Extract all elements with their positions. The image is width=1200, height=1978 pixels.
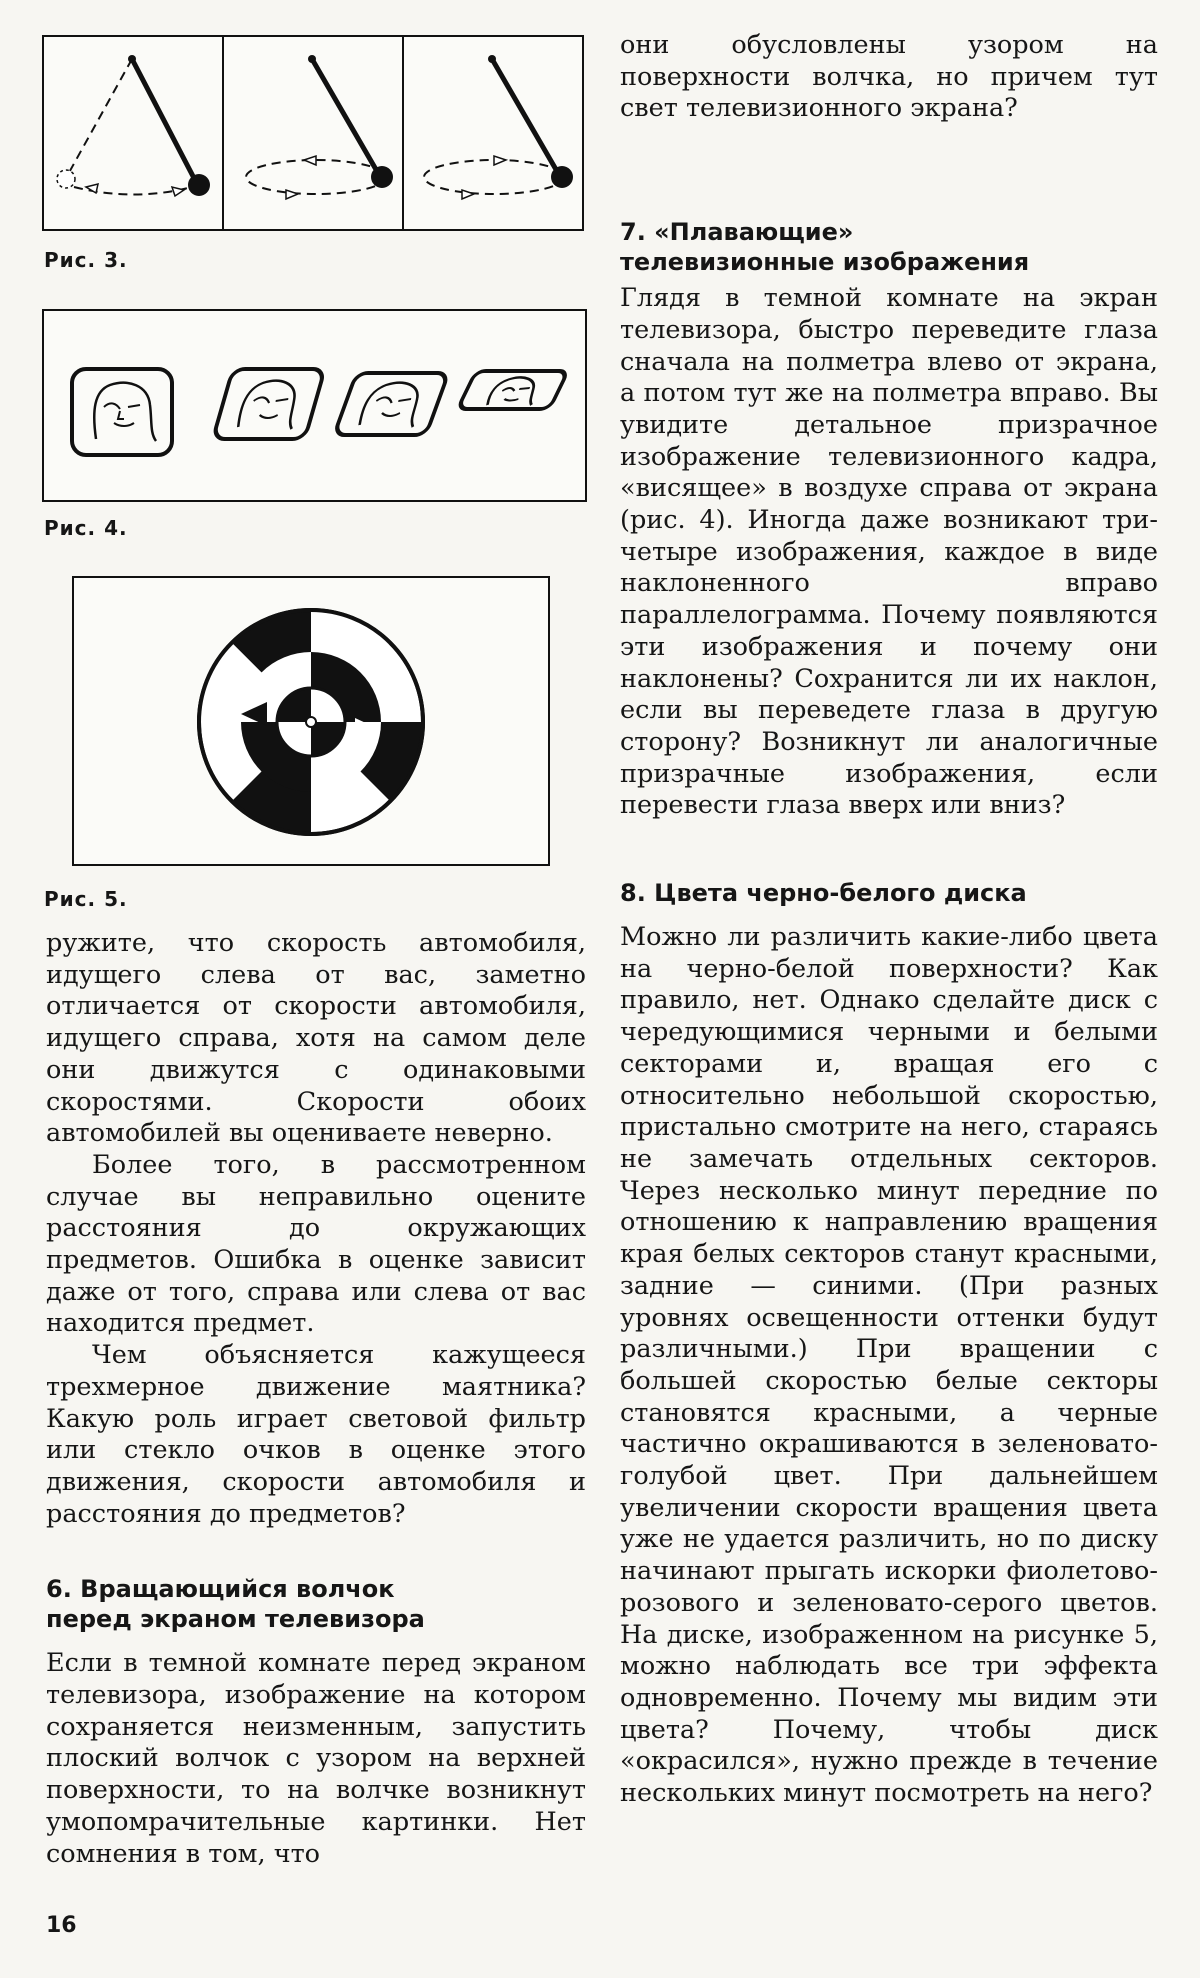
tv-frame-upright [72, 369, 172, 455]
section-7-heading [620, 217, 1158, 277]
section-6-text: Если в темной комнате перед экраном телевизора, изображение на котором сохраняется неизменным, запустить плоский волчок с узором на верхней поверхности, то на волчке возникнут умопомрачительные картинки. Нет сомнения в том, что [46, 1648, 586, 1869]
section-7-heading-line2: телевизионные изображения [620, 248, 1030, 277]
figure-4-caption: Рис. 4. [44, 516, 128, 540]
paragraph-pendulum-question: Чем объясняется кажущееся трехмерное движение маятника? Какую роль играет световой фильтр или стекло очков в оценке этого движения, скорости автомобиля и расстояния до предметов? [46, 1340, 586, 1529]
tv-ghost-2 [334, 373, 449, 435]
section-6-heading-line2: перед экраном телевизора [46, 1605, 425, 1634]
figure-5-disk [72, 576, 550, 866]
pendulum-panel-2 [246, 55, 393, 199]
section-7-heading-line1: 7. «Плавающие» [620, 218, 854, 247]
paragraph-continuation: они обусловлены узором на поверхности волчка, но причем тут свет телевизионного экрана? [620, 30, 1158, 124]
section-6-heading-line1: 6. Вращающийся волчок [46, 1575, 395, 1604]
paragraph-distance-error: Более того, в рассмотренном случае вы неправильно оцените расстояния до окружающих предметов. Ошибка в оценке зависит даже от того, справа или слева от вас находится предмет. [46, 1149, 586, 1339]
page-number: 16 [46, 1913, 77, 1938]
right-column [620, 30, 1158, 1810]
figure-5-caption: Рис. 5. [44, 887, 128, 911]
tv-ghost-3 [458, 371, 569, 409]
ghost-images-diagram [44, 311, 585, 500]
figure-4-ghost-images [42, 309, 587, 502]
section-8-heading: 8. Цвета черно-белого диска [620, 879, 1027, 908]
bw-disk [199, 610, 423, 834]
section-6-heading [46, 1574, 586, 1634]
pendulum-panel-3 [424, 55, 573, 199]
section-8-text: Можно ли различить какие-либо цвета на черно-белой поверхности? Как правило, нет. Однако сделайте диск с чередующимися черными и белыми секторами и, вращая его с относительно небольшой скоростью, пристально смотрите на него, стараясь не замечать отдельных секторов. Через несколько минут передние по отношению к направлению вращения края белых секторов станут красными, задние — синими. (При разных уровнях освещенности оттенки будут различными.) При вращении с большей скоростью белые секторы становятся красными, а черные частично окрашиваются в зеленовато-голубой цвет. При дальнейшем увеличении скорости вращения цвета уже не удается различить, но по диску начинают прыгать искорки фиолетово-розового и зеленовато-серого цветов. На диске, изображенном на рисунке 5, можно наблюдать все три эффекта одновременно. Почему мы видим эти цвета? Почему, чтобы диск «окрасился», нужно прежде в течение нескольких минут посмотреть на него? [620, 922, 1158, 1809]
disk-diagram [74, 578, 548, 864]
figure-3-caption: Рис. 3. [44, 248, 128, 272]
section-7-text: Глядя в темной комнате на экран телевизора, быстро переведите глаза сначала на полметра влево от экрана, а потом тут же на полметра вправо. Вы увидите детальное призрачное изображение телевизионного кадра, «висящее» в воздухе справа от экрана (рис. 4). Иногда даже возникают три-четыре изображения, каждое в виде наклоненного вправо параллелограмма. Почему появляются эти изображения и почему они наклонены? Сохранится ли их наклон, если вы переведете глаза в другую сторону? Возникнут ли аналогичные призрачные изображения, если перевести глаза вверх или вниз? [620, 283, 1158, 821]
figure-3-pendulums [42, 35, 584, 231]
pendulum-panel-1 [57, 55, 210, 196]
left-column [46, 928, 586, 1870]
tv-ghost-1 [213, 369, 325, 439]
pendulum-diagram [44, 37, 582, 229]
paragraph-cars-speed: ружите, что скорость автомобиля, идущего слева от вас, заметно отличается от скорости автомобиля, идущего справа, хотя на самом деле они движутся с одинаковыми скоростями. Скорости обоих автомобилей вы оцениваете неверно. [46, 928, 586, 1149]
